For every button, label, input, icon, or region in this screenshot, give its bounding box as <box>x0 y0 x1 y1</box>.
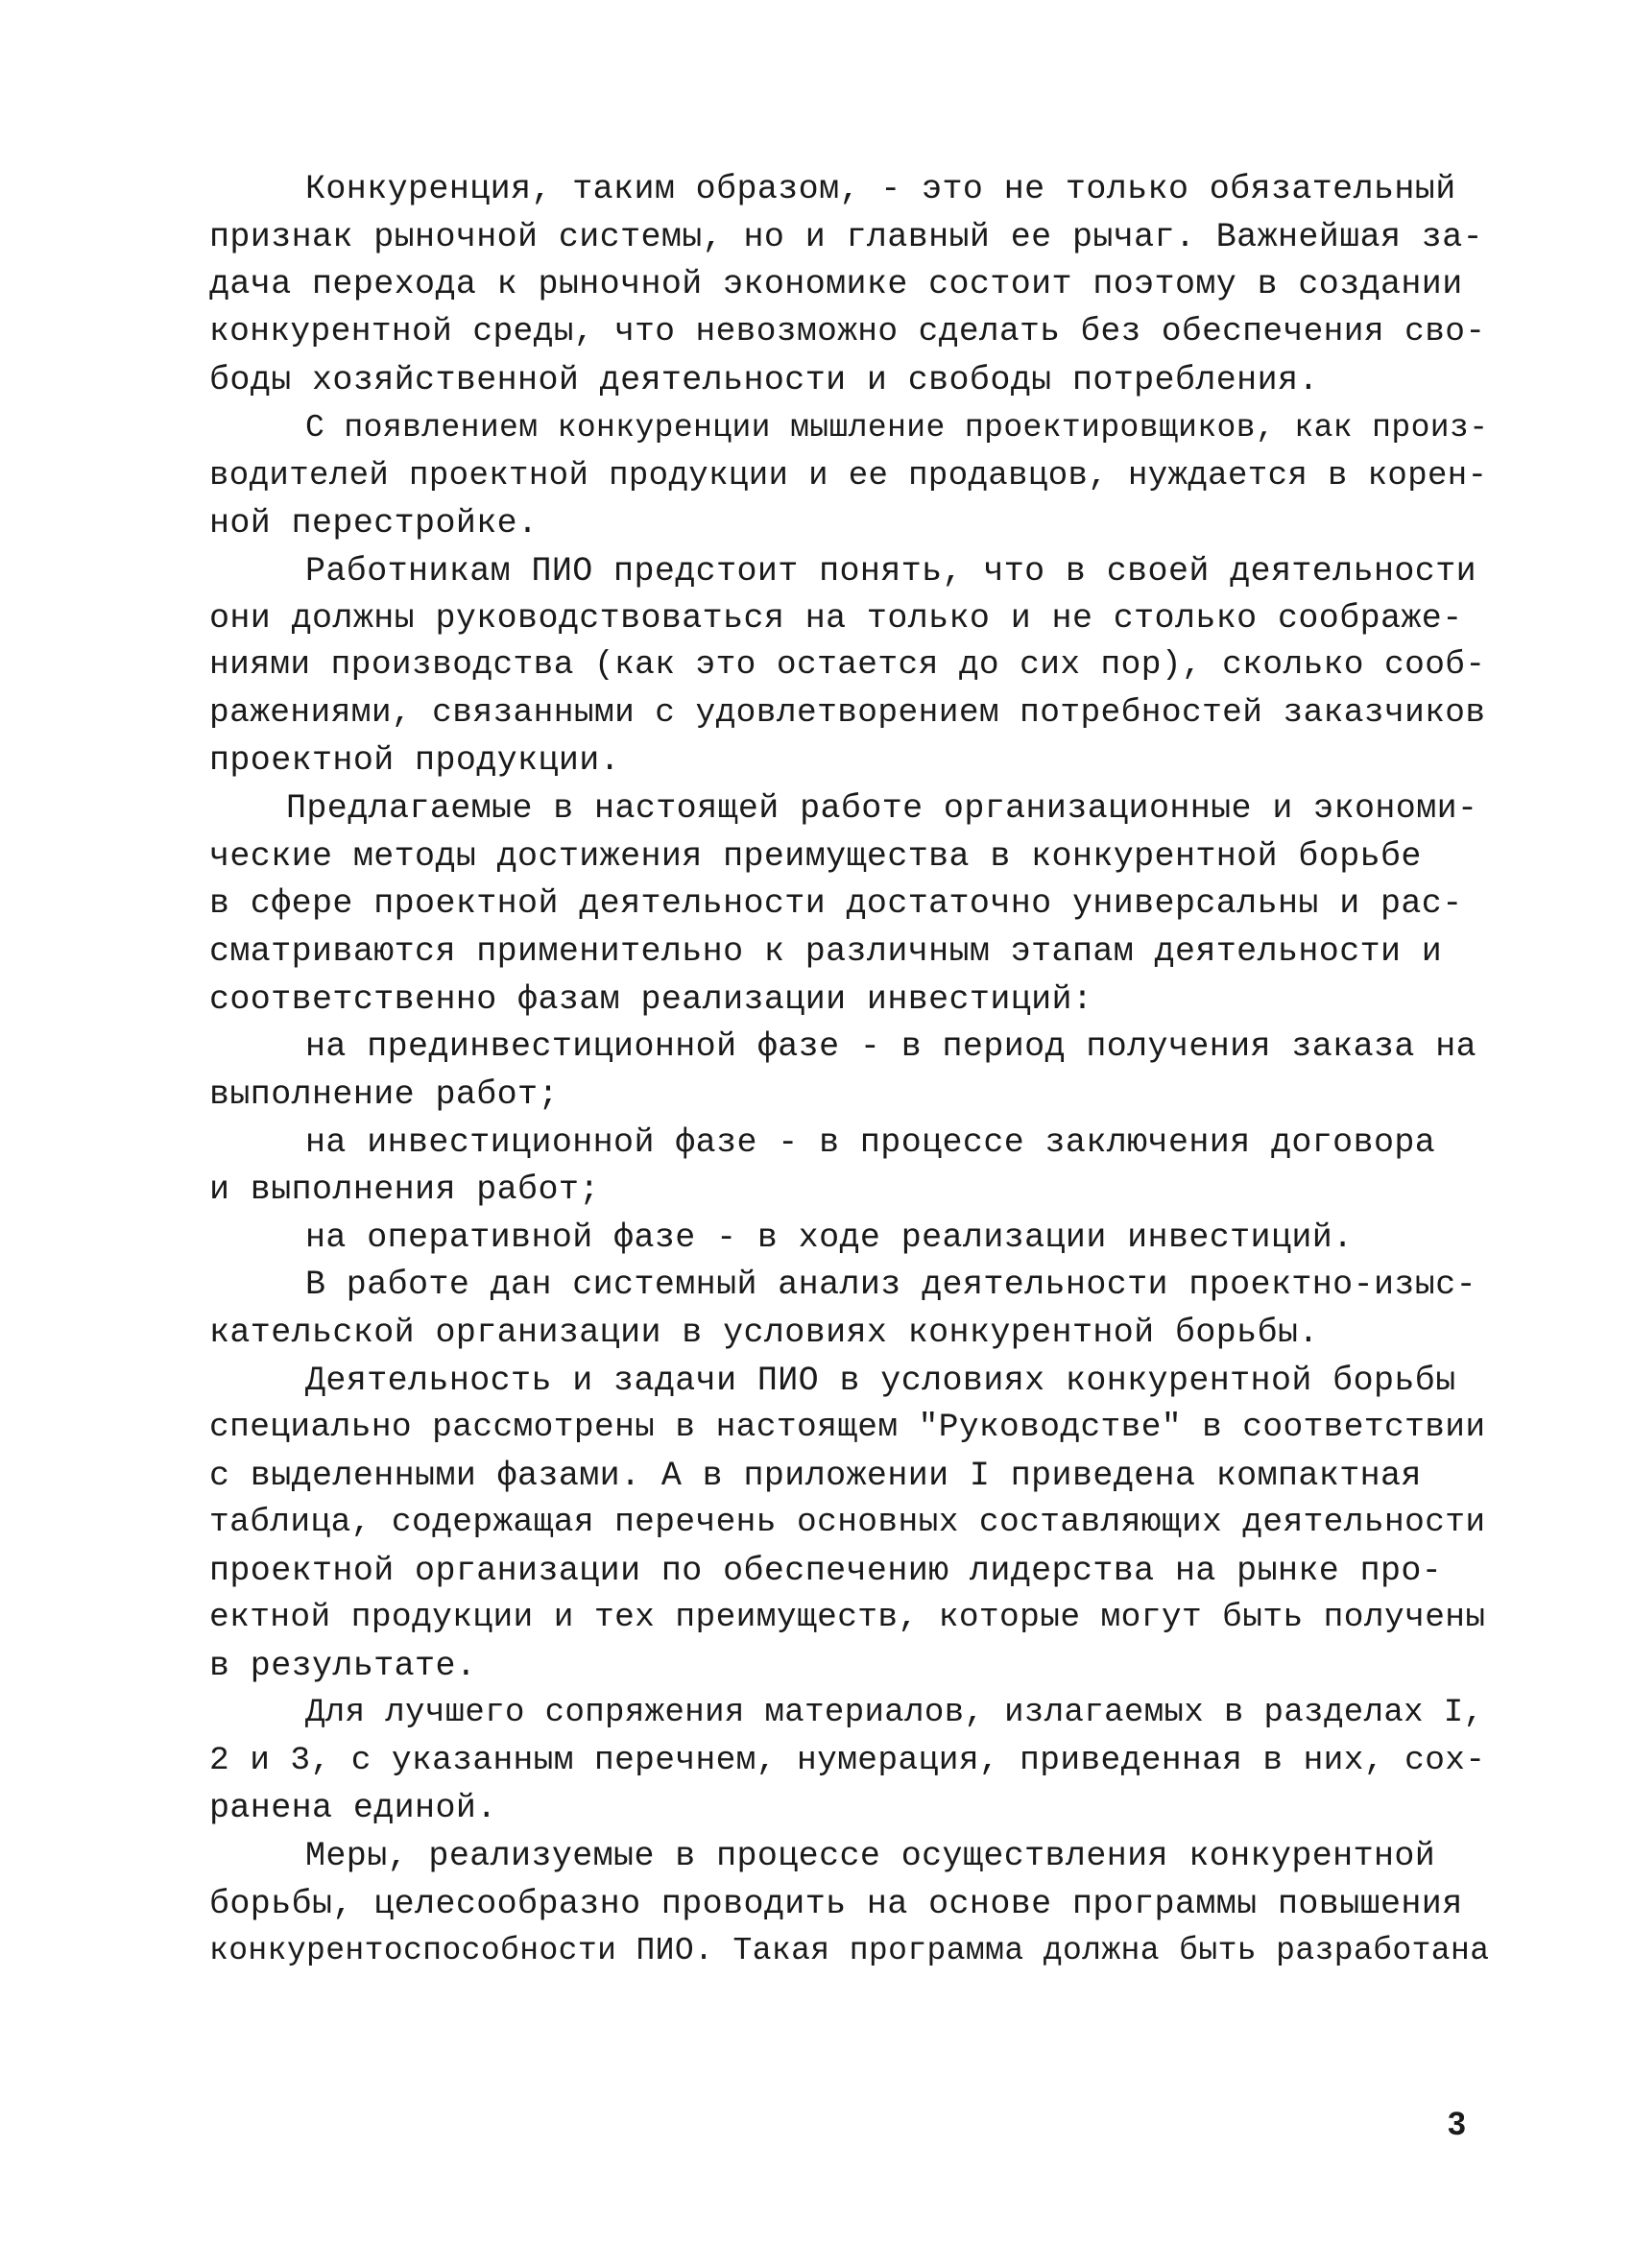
text-line: С появлением конкуренции мышление проектировщиков, как произ- <box>305 410 1489 446</box>
text-line: ниями производства (как это остается до сих пор), сколько сооб- <box>209 646 1486 684</box>
text-line: боды хозяйственной деятельности и свободы потребления. <box>209 361 1319 399</box>
text-line: и выполнения работ; <box>209 1170 600 1209</box>
text-line: дача перехода к рыночной экономике состоит поэтому в создании <box>209 265 1463 303</box>
text-line: ектной продукции и тех преимуществ, которые могут быть получены <box>209 1599 1486 1636</box>
text-line: на инвестиционной фазе - в процессе заключения договора <box>305 1123 1436 1162</box>
text-line: ной перестройке. <box>209 504 539 543</box>
text-line: таблица, содержащая перечень основных составляющих деятельности <box>209 1504 1486 1541</box>
text-line: кательской организации в условиях конкурентной борьбы. <box>209 1314 1319 1352</box>
text-line: в результате. <box>209 1647 477 1685</box>
text-line: Конкуренция, таким образом, - это не только обязательный <box>305 170 1456 208</box>
text-line: конкурентной среды, что невозможно сделать без обеспечения сво- <box>209 313 1486 350</box>
text-line: они должны руководствоваться на только и не столько соображе- <box>209 599 1463 638</box>
text-line: Работникам ПИО предстоит понять, что в своей деятельности <box>305 552 1476 591</box>
text-line: выполнение работ; <box>209 1075 559 1114</box>
text-line: проектной продукции. <box>209 741 621 780</box>
text-line: Деятельность и задачи ПИО в условиях конкурентной борьбы <box>305 1362 1456 1400</box>
text-line: ческие методы достижения преимущества в конкурентной борьбе <box>209 837 1422 876</box>
text-line: специально рассмотрены в настоящем "Руководстве" в соответствии <box>209 1409 1486 1446</box>
text-line: борьбы, целесообразно проводить на основе программы повышения <box>209 1885 1463 1923</box>
text-line: 2 и 3, с указанным перечнем, нумерация, приведенная в них, сох- <box>209 1742 1486 1779</box>
text-line: в сфере проектной деятельности достаточно универсальны и рас- <box>209 884 1463 923</box>
page-number: 3 <box>1448 2106 1466 2142</box>
text-line: конкурентоспособности ПИО. Такая программа должна быть разработана <box>209 1933 1490 1968</box>
text-line: соответственно фазам реализации инвестиций: <box>209 980 1093 1019</box>
text-line: признак рыночной системы, но и главный ее рычаг. Важнейшая за- <box>209 218 1484 256</box>
text-line: Меры, реализуемые в процессе осуществления конкурентной <box>305 1837 1436 1875</box>
text-line: на прединвестиционной фазе - в период получения заказа на <box>305 1027 1476 1066</box>
text-line: проектной организации по обеспечению лидерства на рынке про- <box>209 1552 1443 1590</box>
text-line: Предлагаемые в настоящей работе организационные и экономи- <box>286 789 1478 828</box>
text-line: с выделенными фазами. А в приложении I приведена компактная <box>209 1457 1422 1495</box>
text-line: В работе дан системный анализ деятельности проектно-изыс- <box>305 1266 1476 1304</box>
text-line: водителей проектной продукции и ее продавцов, нуждается в корен- <box>209 458 1488 495</box>
text-line: ражениями, связанными с удовлетворением потребностей заказчиков <box>209 694 1486 732</box>
text-line: на оперативной фазе - в ходе реализации инвестиций. <box>305 1218 1354 1257</box>
text-line: ранена единой. <box>209 1789 497 1827</box>
text-line: сматриваются применительно к различным этапам деятельности и <box>209 932 1443 971</box>
text-line: Для лучшего сопряжения материалов, излагаемых в разделах I, <box>305 1695 1484 1731</box>
